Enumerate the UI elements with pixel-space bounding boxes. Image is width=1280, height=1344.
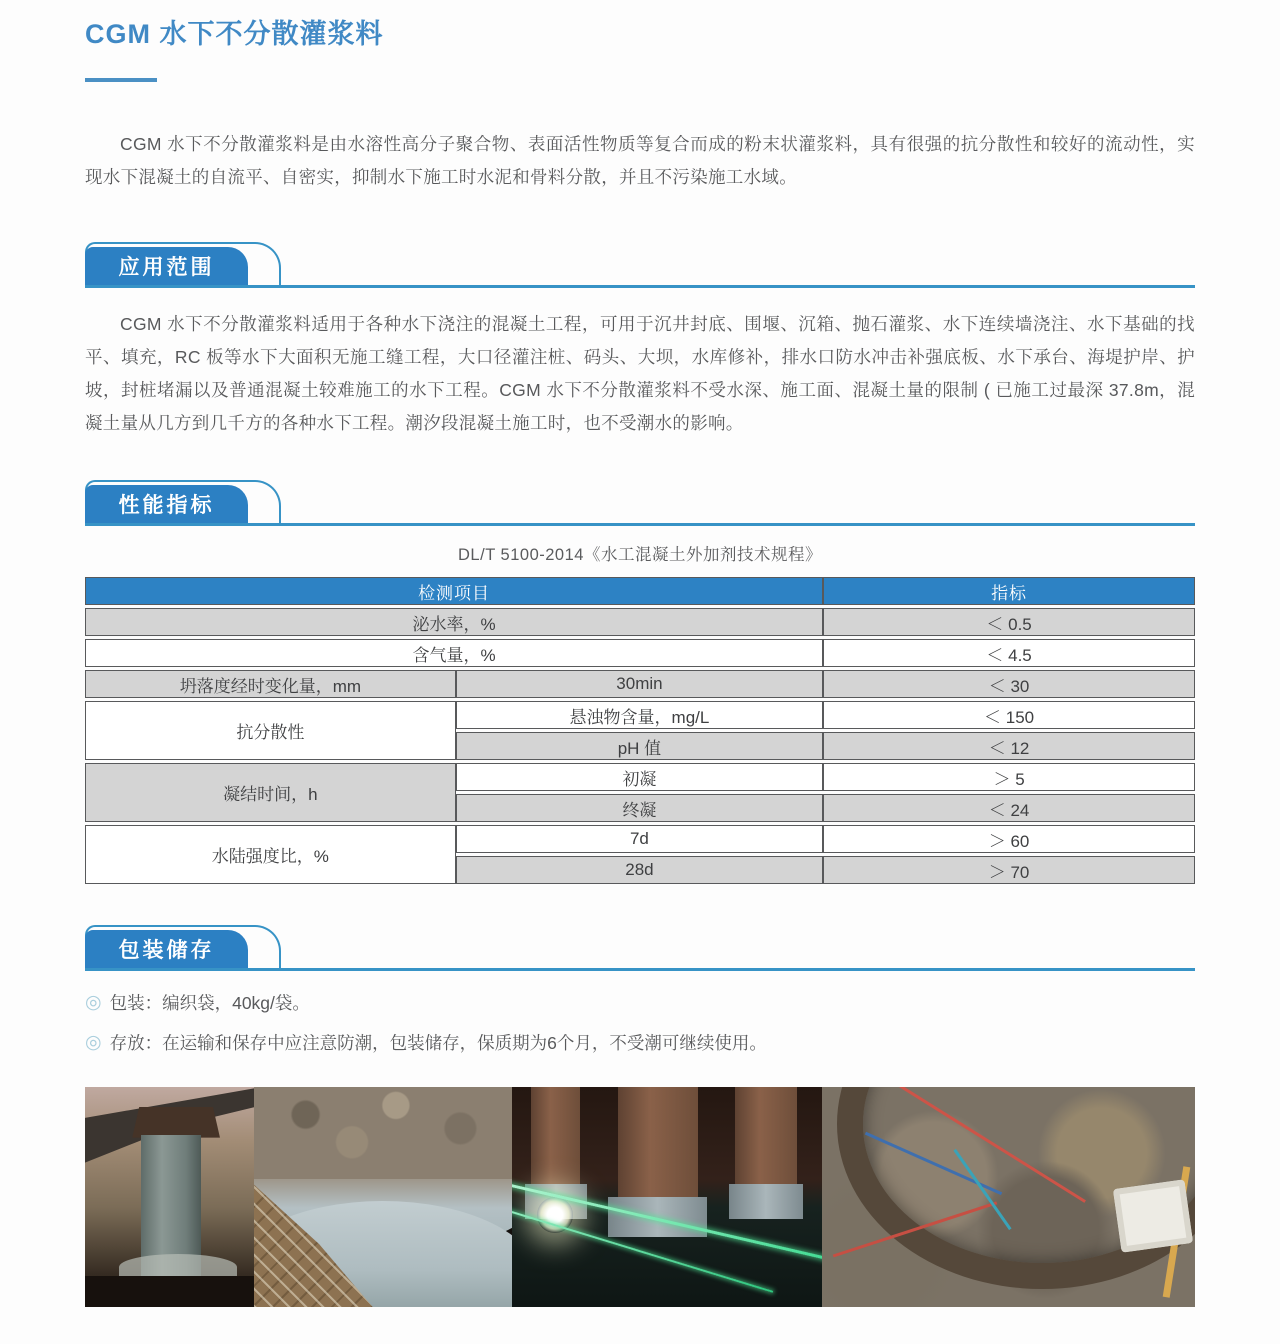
table-cell: 凝结时间，h [85,763,456,822]
table-header-row [85,577,1195,605]
photo-bridge-pier-column [85,1087,254,1307]
list-item [85,989,1195,1017]
table-cell: 悬浊物含量，mg/L [456,701,823,729]
table-row [85,608,1195,636]
table-cell: 坍落度经时变化量，mm [85,670,456,698]
photo-detail [729,1184,803,1219]
table-cell: 30min [456,670,823,698]
table-row [85,825,1195,853]
table-cell: pH 值 [456,732,823,760]
table-cell: 抗分散性 [85,701,456,760]
page-content [85,0,1195,1307]
table-header-index: 指标 [823,577,1195,605]
photo-detail [608,1197,707,1237]
ring-bullet-icon: ◎ [85,1032,102,1053]
table-cell: 28d [456,856,823,884]
section-header-performance [85,480,1195,526]
table-row [85,763,1195,791]
ring-bullet-icon: ◎ [85,992,102,1013]
table-cell: ＞ 70 [823,856,1195,884]
section-header-storage [85,925,1195,971]
table-cell: 7d [456,825,823,853]
table-cell: ＜ 12 [823,732,1195,760]
table-cell: ＞ 60 [823,825,1195,853]
storage-bullet-list [85,989,1195,1057]
photo-detail [1113,1179,1193,1252]
section-tab-performance: 性能指标 [85,485,248,523]
table-cell: 初凝 [456,763,823,791]
table-cell: ＜ 30 [823,670,1195,698]
section-header-application [85,242,1195,288]
photo-strip [85,1087,1195,1307]
photo-detail [132,1107,220,1138]
table-cell: ＜ 0.5 [823,608,1195,636]
list-item [85,1029,1195,1057]
photo-night-underwater-work [512,1087,822,1307]
table-cell: 终凝 [456,794,823,822]
application-paragraph: CGM 水下不分散灌浆料适用于各种水下浇注的混凝土工程，可用于沉井封底、围堰、沉箱、抛石灌浆、水下连续墙浇注、水下基础的找平、填充，RC 板等水下大面积无施工缝工程，大口径灌注桩、码头、大坝，水库修补，排水口防水冲击补强底板、水下承台、海堤护岸、护坡，封桩堵漏以及普通混凝土较难施工的水下工程。CGM 水下不分散灌浆料不受水深、施工面、混凝土量的限制 ( 已施工过最深 37.8m，混凝土量从几方到几千方的各种水下工程。潮汐段混凝土施工时，也不受潮水的影响。 [85,314,1195,433]
table-row [85,639,1195,667]
table-cell: ＜ 4.5 [823,639,1195,667]
section-tab-storage: 包装储存 [85,930,248,968]
table-cell: ＜ 150 [823,701,1195,729]
photo-pile-repair-collar [254,1087,513,1307]
page-title: CGM 水下不分散灌浆料 [85,19,384,49]
table-row [85,701,1195,729]
intro-paragraph: CGM 水下不分散灌浆料是由水溶性高分子聚合物、表面活性物质等复合而成的粉末状灌浆料，具有很强的抗分散性和较好的流动性，实现水下混凝土的自流平、自密实，抑制水下施工时水泥和骨料分散，并且不污染施工水域。 [85,134,1195,187]
storage-item-text: 存放：在运输和保存中应注意防潮，包装储存，保质期为6个月，不受潮可继续使用。 [109,1033,767,1053]
section-tab-application: 应用范围 [85,247,248,285]
table-cell: 泌水率，% [85,608,823,636]
performance-table [85,574,1195,887]
table-row [85,670,1195,698]
table-cell: ＜ 24 [823,794,1195,822]
table-cell: 水陆强度比，% [85,825,456,884]
table-header-item: 检测项目 [85,577,823,605]
storage-item-text: 包装：编织袋，40kg/袋。 [109,993,310,1013]
photo-detail [85,1276,254,1307]
table-cell: 含气量，% [85,639,823,667]
table-cell: ＞ 5 [823,763,1195,791]
photo-detail [618,1087,699,1215]
title-underline [85,78,157,82]
photo-caisson-grouting-pit [822,1087,1195,1307]
standard-reference: DL/T 5100-2014《水工混凝土外加剂技术规程》 [458,546,822,564]
